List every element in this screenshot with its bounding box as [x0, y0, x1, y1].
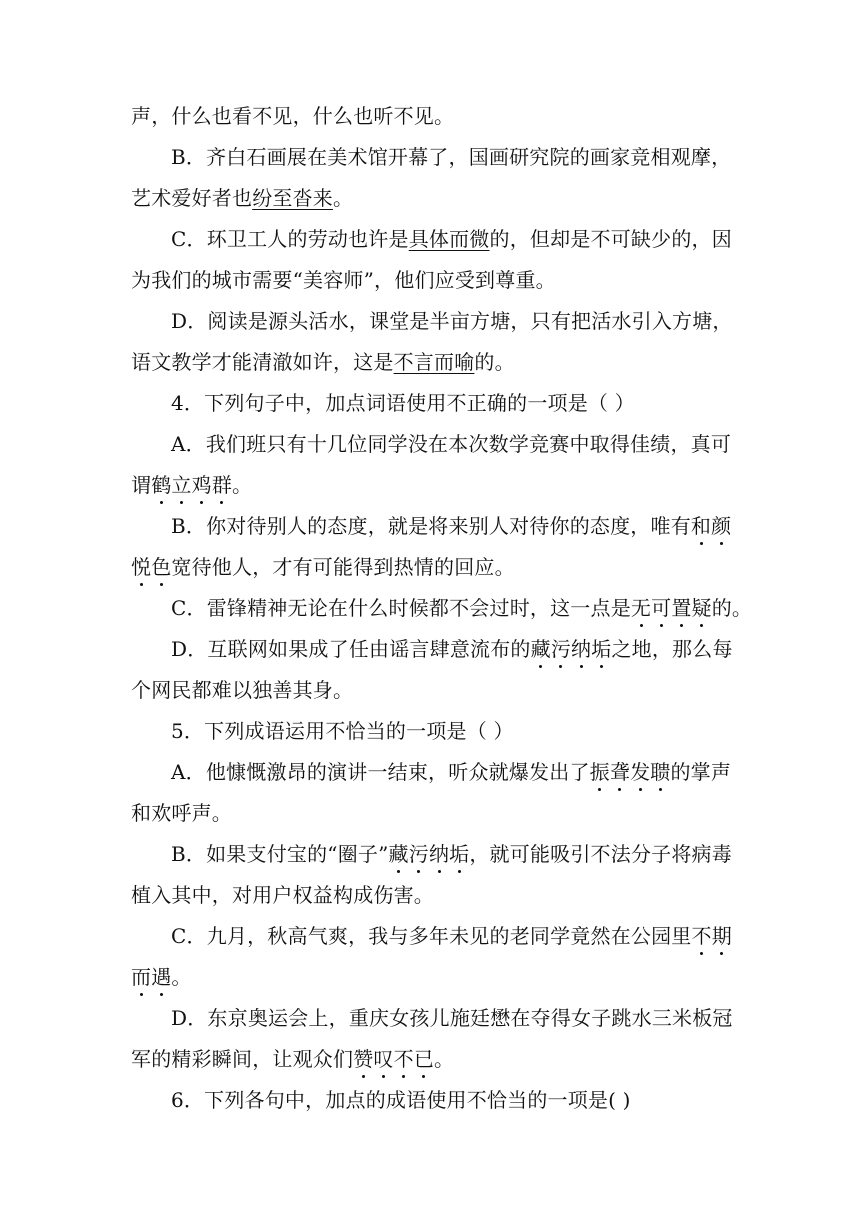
- emphasis-char: 垢: [449, 842, 470, 866]
- option-b-line: B．你对待别人的态度，就是将来别人对待你的态度，唯有和颜: [171, 514, 732, 538]
- option-d-line: D．互联网如果成了任由谣言肆意流布的藏污纳垢之地，那么每: [171, 637, 733, 661]
- text-line: 声，什么也看不见，什么也听不见。: [131, 104, 455, 128]
- text-line: 而遇。: [131, 965, 192, 989]
- dotted-idiom: [389, 842, 470, 866]
- option-b-line: B．如果支付宝的“圈子”藏污纳垢，就可能吸引不法分子将病毒: [171, 842, 732, 866]
- dotted-idiom: [692, 924, 732, 948]
- text-line: 植入其中，对用户权益构成伤害。: [131, 883, 434, 907]
- emphasis-char: 鹤: [151, 473, 172, 497]
- question-4-stem: 4．下列句子中，加点词语使用不正确的一项是（ ）: [171, 391, 635, 415]
- emphasis-char: 不: [393, 1047, 414, 1071]
- emphasis-char: 垢: [591, 637, 612, 661]
- text-line: 和欢呼声。: [131, 801, 232, 825]
- question-5-stem: 5．下列成语运用不恰当的一项是（ ）: [171, 719, 514, 743]
- emphasis-char: 藏: [530, 637, 551, 661]
- option-a-line: A．他慷慨激昂的演讲一结束，听众就爆发出了振聋发聩的掌声: [171, 760, 732, 784]
- emphasis-char: 污: [408, 842, 429, 866]
- emphasis-char: 遇: [151, 965, 172, 989]
- emphasis-char: 纳: [571, 637, 592, 661]
- text-line: 为我们的城市需要“美容师”，他们应受到尊重。: [131, 268, 556, 292]
- emphasis-char: 悦: [131, 555, 152, 579]
- underlined-idiom: 纷至沓来: [252, 186, 334, 210]
- question-6-stem: 6．下列各句中，加点的成语使用不恰当的一项是( ): [171, 1088, 631, 1112]
- option-a-line: A．我们班只有十几位同学没在本次数学竞赛中取得佳绩，真可: [171, 432, 732, 456]
- emphasis-char: 立: [171, 473, 192, 497]
- option-d-line: D．东京奥运会上，重庆女孩儿施廷懋在夺得女子跳水三米板冠: [171, 1006, 733, 1030]
- emphasis-char: 疑: [691, 596, 712, 620]
- emphasis-char: 色: [151, 555, 172, 579]
- underlined-idiom: 具体而微: [408, 227, 490, 251]
- emphasis-char: 聩: [650, 760, 671, 784]
- dotted-idiom: [353, 1047, 434, 1071]
- dotted-idiom: [131, 555, 171, 579]
- emphasis-char: 期: [711, 924, 732, 948]
- dotted-idiom: [131, 965, 171, 989]
- text-line: 悦色宽待他人，才有可能得到热情的回应。: [131, 555, 515, 579]
- option-c-line: C．雷锋精神无论在什么时候都不会过时，这一点是无可置疑的。: [171, 596, 753, 620]
- emphasis-char: 无: [630, 596, 652, 620]
- emphasis-char: 纳: [428, 842, 450, 866]
- emphasis-char: 聋: [609, 760, 631, 784]
- emphasis-char: 不: [691, 924, 712, 948]
- text-line: 语文教学才能清澈如许，这是不言而喻的。: [131, 350, 515, 374]
- text-line: 谓鹤立鸡群。: [131, 473, 253, 497]
- option-c-line: C．环卫工人的劳动也许是具体而微的，但却是不可缺少的，因: [171, 227, 732, 251]
- emphasis-char: 颜: [711, 514, 732, 538]
- option-d-line: D．阅读是源头活水，课堂是半亩方塘，只有把活水引入方塘，: [171, 309, 733, 333]
- underlined-idiom: 不言而喻: [393, 350, 475, 374]
- emphasis-char: 赞: [353, 1047, 374, 1071]
- emphasis-char: 藏: [388, 842, 409, 866]
- emphasis-char: 群: [211, 473, 233, 497]
- emphasis-char: 而: [131, 965, 152, 989]
- emphasis-char: 置: [671, 596, 692, 620]
- emphasis-char: 鸡: [191, 473, 212, 497]
- dotted-idiom: [590, 760, 671, 784]
- emphasis-char: 可: [651, 596, 672, 620]
- emphasis-char: 和: [690, 514, 712, 538]
- emphasis-char: 污: [550, 637, 572, 661]
- text-line: 个网民都难以独善其身。: [131, 678, 354, 702]
- emphasis-char: 振: [589, 760, 610, 784]
- emphasis-char: 叹: [373, 1047, 394, 1071]
- dotted-idiom: [631, 596, 712, 620]
- text-line: 军的精彩瞬间，让观众们赞叹不已。: [131, 1047, 455, 1071]
- text-line: 艺术爱好者也纷至沓来。: [131, 186, 354, 210]
- emphasis-char: 已: [413, 1047, 435, 1071]
- option-b-line: B．齐白石画展在美术馆开幕了，国画研究院的画家竞相观摩，: [171, 145, 732, 169]
- dotted-idiom: [531, 637, 612, 661]
- emphasis-char: 发: [630, 760, 651, 784]
- dotted-idiom: [691, 514, 731, 538]
- option-c-line: C．九月，秋高气爽，我与多年未见的老同学竟然在公园里不期: [171, 924, 732, 948]
- dotted-idiom: [151, 473, 232, 497]
